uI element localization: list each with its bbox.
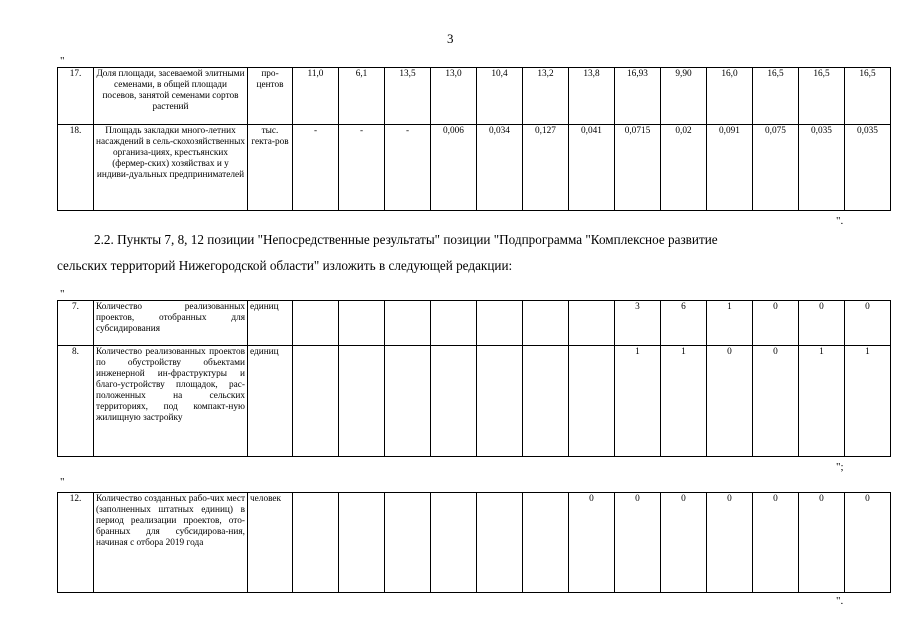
row-number: 18. xyxy=(58,125,94,211)
unit-cell: единиц xyxy=(248,301,293,346)
value-cell: 1 xyxy=(845,346,891,457)
value-cell: 0 xyxy=(845,301,891,346)
table-row xyxy=(58,68,891,125)
indicator-name: Количество реализованных проектов по обустройству объектами инженерной ин-фраструктуры и благо-устройству площадок, рас-положенных на сельских территориях, под компакт-ную жилищную застройку xyxy=(94,346,248,457)
value-cell xyxy=(293,301,339,346)
value-cell: 0,127 xyxy=(523,125,569,211)
unit-cell: человек xyxy=(248,493,293,593)
value-cell: 13,0 xyxy=(431,68,477,125)
value-cell: 0,0715 xyxy=(615,125,661,211)
close-quote: ". xyxy=(836,215,844,227)
value-cell: - xyxy=(339,125,385,211)
value-cell: 0 xyxy=(615,493,661,593)
value-cell: 0 xyxy=(569,493,615,593)
value-cell: 0,034 xyxy=(477,125,523,211)
value-cell xyxy=(569,301,615,346)
value-cell: 0 xyxy=(753,301,799,346)
value-cell: - xyxy=(293,125,339,211)
value-cell: 0 xyxy=(799,493,845,593)
value-cell xyxy=(293,493,339,593)
value-cell: 1 xyxy=(661,346,707,457)
table-row xyxy=(58,125,891,211)
value-cell: 16,5 xyxy=(799,68,845,125)
value-cell: 0,041 xyxy=(569,125,615,211)
value-cell xyxy=(523,493,569,593)
table-row xyxy=(58,346,891,457)
value-cell: 9,90 xyxy=(661,68,707,125)
value-cell: 1 xyxy=(615,346,661,457)
indicators-table-2 xyxy=(57,300,891,457)
indicators-table-3 xyxy=(57,492,891,593)
value-cell xyxy=(385,493,431,593)
value-cell: 11,0 xyxy=(293,68,339,125)
value-cell: 3 xyxy=(615,301,661,346)
value-cell: 0,035 xyxy=(845,125,891,211)
value-cell: 0 xyxy=(799,301,845,346)
open-quote: " xyxy=(60,55,65,67)
close-quote: "; xyxy=(836,461,844,473)
value-cell: 0 xyxy=(707,346,753,457)
value-cell: 1 xyxy=(799,346,845,457)
value-cell: 16,5 xyxy=(753,68,799,125)
value-cell xyxy=(293,346,339,457)
value-cell: 1 xyxy=(707,301,753,346)
value-cell: 13,2 xyxy=(523,68,569,125)
value-cell: 0,091 xyxy=(707,125,753,211)
value-cell: 13,5 xyxy=(385,68,431,125)
value-cell xyxy=(385,346,431,457)
row-number: 12. xyxy=(58,493,94,593)
value-cell: 6 xyxy=(661,301,707,346)
value-cell xyxy=(431,493,477,593)
value-cell xyxy=(431,346,477,457)
value-cell: 0 xyxy=(707,493,753,593)
indicator-name: Количество реализованных проектов, отобранных для субсидирования xyxy=(94,301,248,346)
indicator-name: Площадь закладки много-летних насаждений в сель-скохозяйственных организа-циях, крестьянских (фермер-ских) хозяйствах и у индиви-дуальных предпринимателей xyxy=(94,125,248,211)
unit-cell: единиц xyxy=(248,346,293,457)
value-cell xyxy=(523,301,569,346)
value-cell: 16,0 xyxy=(707,68,753,125)
paragraph-line-2: сельских территорий Нижегородской области" изложить в следующей редакции: xyxy=(57,258,513,273)
table-row xyxy=(58,493,891,593)
value-cell xyxy=(385,301,431,346)
close-quote: ". xyxy=(836,595,844,607)
table-row xyxy=(58,301,891,346)
value-cell: - xyxy=(385,125,431,211)
value-cell: 0 xyxy=(661,493,707,593)
open-quote: " xyxy=(60,288,65,300)
value-cell: 0,075 xyxy=(753,125,799,211)
value-cell: 13,8 xyxy=(569,68,615,125)
value-cell: 0 xyxy=(753,346,799,457)
value-cell: 0,006 xyxy=(431,125,477,211)
value-cell: 0 xyxy=(845,493,891,593)
value-cell xyxy=(339,301,385,346)
value-cell xyxy=(569,346,615,457)
unit-cell: тыс. гекта-ров xyxy=(248,125,293,211)
value-cell: 0,035 xyxy=(799,125,845,211)
indicators-table-1 xyxy=(57,67,891,211)
indicator-name: Доля площади, засеваемой элитными семенами, в общей площади посевов, занятой семенами сортов растений xyxy=(94,68,248,125)
value-cell: 6,1 xyxy=(339,68,385,125)
page-number: 3 xyxy=(447,31,454,46)
amendment-paragraph xyxy=(57,227,844,279)
unit-cell: про-центов xyxy=(248,68,293,125)
value-cell xyxy=(431,301,477,346)
value-cell xyxy=(477,493,523,593)
value-cell: 10,4 xyxy=(477,68,523,125)
row-number: 8. xyxy=(58,346,94,457)
indicator-name: Количество созданных рабо-чих мест (заполненных штатных единиц) в период реализации проектов, ото-бранных для субсидирова-ния, начиная с отбора 2019 года xyxy=(94,493,248,593)
value-cell xyxy=(477,346,523,457)
value-cell xyxy=(477,301,523,346)
value-cell: 0 xyxy=(753,493,799,593)
row-number: 7. xyxy=(58,301,94,346)
paragraph-line-1: 2.2. Пункты 7, 8, 12 позиции "Непосредственные результаты" позиции "Подпрограмма "Комплексное развитие xyxy=(94,232,718,247)
value-cell: 16,93 xyxy=(615,68,661,125)
value-cell xyxy=(339,493,385,593)
value-cell: 16,5 xyxy=(845,68,891,125)
row-number: 17. xyxy=(58,68,94,125)
value-cell xyxy=(523,346,569,457)
open-quote: " xyxy=(60,476,65,488)
value-cell: 0,02 xyxy=(661,125,707,211)
value-cell xyxy=(339,346,385,457)
